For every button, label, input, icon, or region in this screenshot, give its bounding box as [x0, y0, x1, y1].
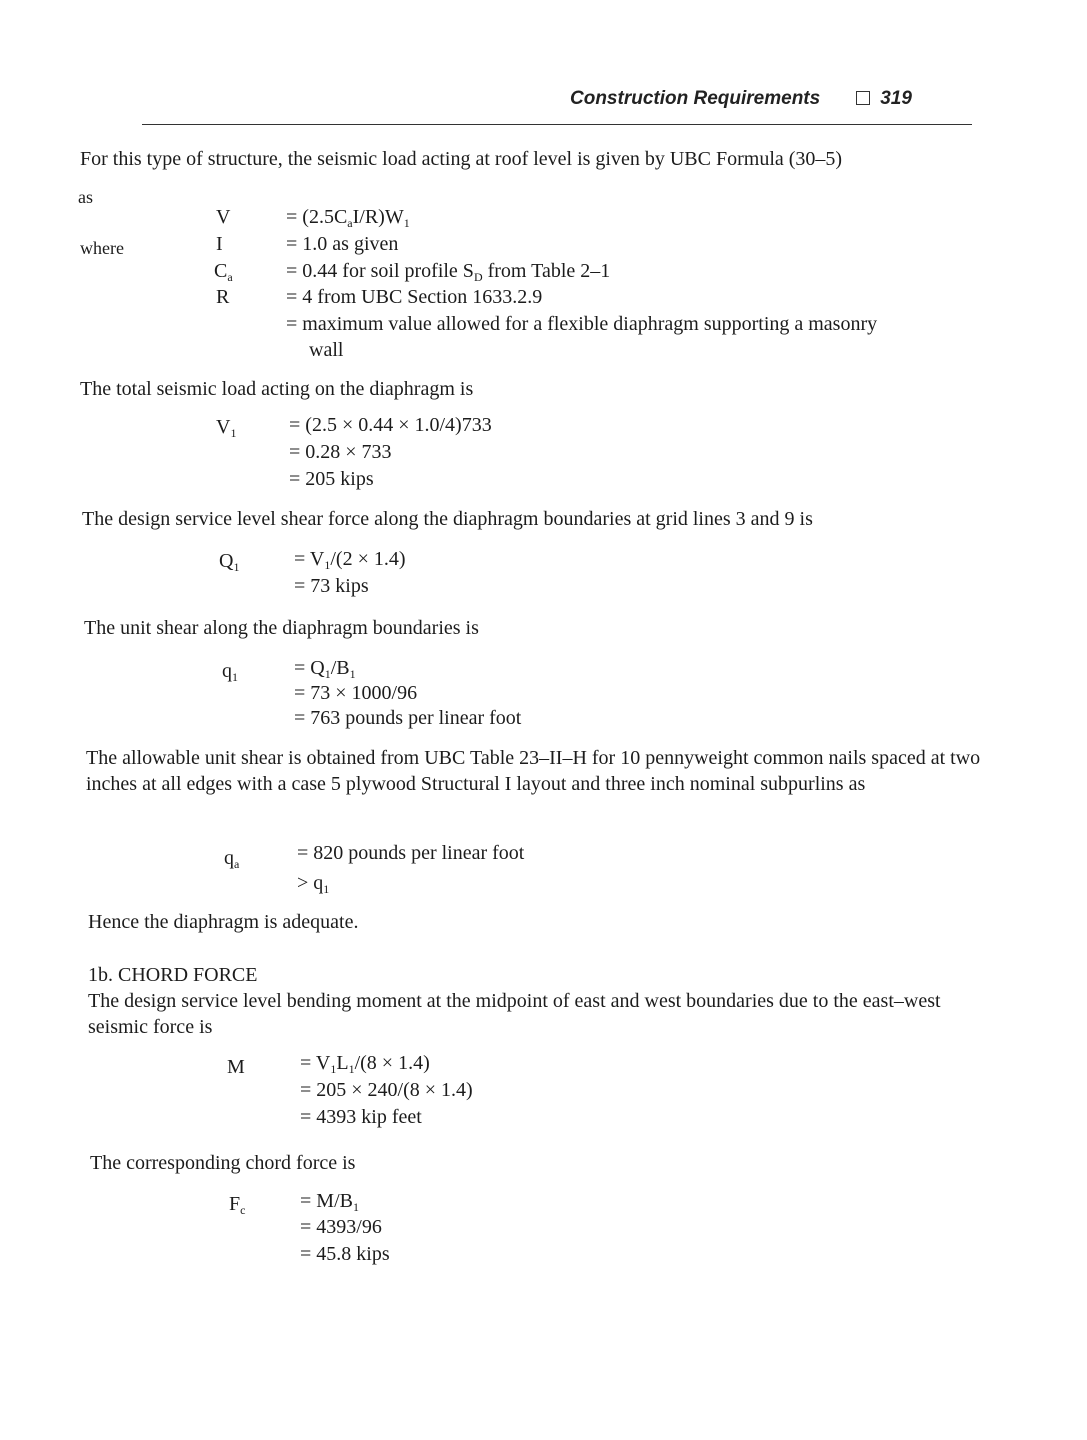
equation-qs-b: = 73 × 1000/96 — [294, 682, 418, 704]
equation-m-b: = 205 × 240/(8 × 1.4) — [300, 1079, 473, 1101]
where-word: where — [80, 238, 124, 258]
equation-v-wall: = $(2.5C_aI/R)W_1$ — [286, 206, 410, 230]
symbol-Ca: $C_a$ — [214, 260, 233, 284]
equation-r-note: = maximum value allowed for a flexible diaphragm supporting a masonry — [286, 313, 878, 335]
equation-qa-a: = 820 pounds per linear foot — [297, 842, 525, 864]
equation-v1-a: = (2.5 × 0.44 × 1.0/4)733 — [289, 414, 492, 436]
equation-m-a: = $V_1L_1/(8 \times 1.4)$ — [300, 1052, 430, 1076]
equation-q1-b: = 73 kips — [294, 575, 369, 597]
symbol-R: R — [216, 286, 230, 308]
equation-ca-value: = 0.44 for soil profile $S_D$ from Table 2–1 — [286, 260, 611, 284]
equation-i-given: = 1.0 as given — [286, 233, 399, 255]
symbol-V1: $V_1$ — [216, 416, 237, 440]
symbol-M: M — [227, 1056, 245, 1078]
equation-v1-c: = 205 kips — [289, 468, 374, 490]
equation-qa-b: > $q_1$ — [297, 872, 330, 896]
total-load-intro: The total seismic load acting on the diaphragm is — [80, 378, 474, 400]
symbol-I: I — [216, 233, 223, 255]
unit-shear-intro: The unit shear along the diaphragm boundaries is — [84, 617, 479, 639]
section-heading: 1b. CHORD FORCE — [88, 964, 258, 986]
chord-intro: The corresponding chord force is — [90, 1152, 356, 1174]
equation-qs-c: = 763 pounds per linear foot — [294, 707, 522, 729]
symbol-Fc: $F_c$ — [229, 1193, 246, 1217]
equation-r-note-2: wall — [309, 339, 344, 361]
equation-fc-a: = $M/B_1$ — [300, 1190, 359, 1214]
equation-m-c: = 4393 kip feet — [300, 1106, 422, 1128]
header-rule — [142, 124, 972, 125]
equation-q1-a: = $V_1/(2 \times 1.4)$ — [294, 548, 406, 572]
symbol-qa: $q_a$ — [224, 847, 240, 871]
shear-force-intro: The design service level shear force along the diaphragm boundaries at grid lines 3 and 9 is — [82, 508, 813, 530]
symbol-V: V — [216, 206, 231, 228]
equation-v1-b: = 0.28 × 733 — [289, 441, 392, 463]
intro-text: For this type of structure, the seismic load acting at roof level is given by UBC Formula (30–5) — [80, 148, 843, 170]
as-word: as — [78, 187, 93, 207]
square-icon — [856, 91, 870, 105]
adequate-text: Hence the diaphragm is adequate. — [88, 911, 359, 933]
symbol-Q1: $Q_1$ — [219, 550, 240, 574]
moment-intro: The design service level bending moment at the midpoint of east and west boundaries due to the east–west seismic force is — [88, 990, 941, 1038]
equation-fc-c: = 45.8 kips — [300, 1243, 390, 1265]
equation-qs-a: = $Q_1/B_1$ — [294, 657, 356, 681]
symbol-q1: $q_1$ — [222, 660, 238, 684]
equation-r-value: = 4 from UBC Section 1633.2.9 — [286, 286, 543, 308]
running-header — [570, 88, 912, 110]
header-title: Construction Requirements — [570, 88, 821, 109]
allowable-intro: The allowable unit shear is obtained from UBC Table 23–II–H for 10 pennyweight common nails spaced at two inches at all edges with a case 5 plywood Structural I layout and three inch nominal subpurlins as — [86, 747, 981, 795]
equation-fc-b: = 4393/96 — [300, 1216, 382, 1238]
page-number: 319 — [880, 88, 912, 109]
